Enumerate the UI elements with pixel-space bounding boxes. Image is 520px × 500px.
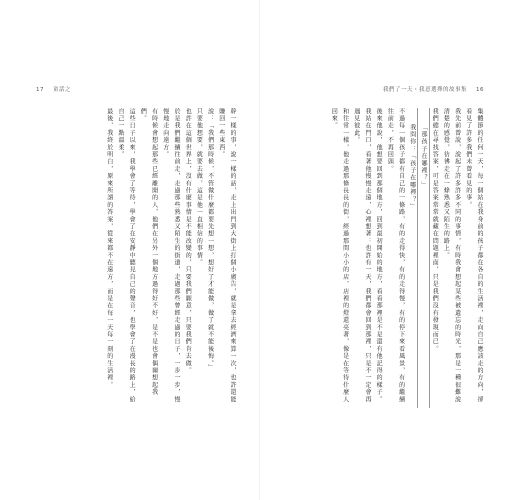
left-paragraph: 說：「我們那時候，不管做什麼都要先想一想，想好了才能做，做了就不能後悔。」 [206, 108, 214, 372]
right-page-number: 16 [476, 87, 484, 93]
right-paragraph: 和往常一樣，他走過那條長長的街，經過那間小小的店，店裡的燈還亮著，像是在等待什麼人回來。 [330, 108, 349, 404]
left-page-title: 童話之 [53, 87, 72, 93]
right-paragraph: 我先前曾說，說起了許多許多不同的事情，有時我會想起某些被遺忘的時光，那是一種很難說清楚的感覺，彷彿走在一條熟悉又陌生的路上。 [442, 108, 461, 404]
left-paragraph: 有時候會想起那些已經離開的人，他們在另外一個地方過得好不好，是不是也會偶爾想起我們。 [139, 108, 158, 396]
left-page-number: 17 [36, 87, 44, 93]
right-quote-line: 「那孩子在哪裡？」 [418, 108, 429, 408]
right-paragraph: 不過每一個孩子都有自己的一條路，有的走得快，有的走得慢，有的停下來看風景，有的繼續往前走，不再回頭。 [386, 108, 405, 404]
right-paragraph: 集體節的任何一天，每一個站在我身前的孩子都在各自的生活裡，走向自己應該走的方向，卻看見了許多我們未曾看見的事。 [464, 108, 483, 404]
left-paragraph: 這些日子以來，我學會了等待，學會了在安靜中聽見自己的聲音，也學會了在漫長的路上，給自己一點溫柔。 [116, 108, 136, 404]
right-page [260, 0, 520, 500]
right-paragraph: 我們總在尋找答案，可是答案常常就藏在問題裡面，只是我們沒有發現而已。 [431, 108, 439, 353]
right-page-title: 我們了一天・我意選擇的故事集 [382, 87, 467, 93]
left-paragraph: 幹一樣的事，說一樣的話，走上出門到大街上打個小廣告，就是拿去經濟來算一次，也許還能賺回一些東西。 [217, 108, 236, 404]
right-page-header [383, 85, 484, 93]
left-paragraph: 於是我們繼續往前走，走過那些熟悉又陌生的街道，走過那些曾經走過的日子，一步一步，慢慢地走向遠方。 [161, 108, 180, 404]
left-paragraph: 最後，我終於明白，原來所謂的答案，從來都不在遠方，而是在每一天每一刻的生活裡。 [105, 108, 113, 389]
right-page-body [295, 108, 485, 408]
right-paragraph: 我站在門口，看著他慢慢走遠，心裡想著：也許有一天，我們都會回到那裡，只是不一定會再遇見彼此。 [352, 108, 371, 404]
left-page-header [36, 85, 71, 93]
left-paragraph: 只要他想要，就要去做，這是他一直相信的事情。 [195, 108, 203, 267]
left-paragraph: 也許在這個世界上，沒有什麼事情是不能改變的，只要我們願意，只要我們肯去做。 [184, 108, 192, 375]
right-quote-line: 我問你：「孩子在哪裡？」 [408, 124, 416, 211]
left-page-body [38, 108, 238, 408]
right-paragraph: 後來他說，他想要回到那個地方，回到最初開始的地方，看看那裡是不是還有他記得的樣子。 [375, 108, 383, 404]
